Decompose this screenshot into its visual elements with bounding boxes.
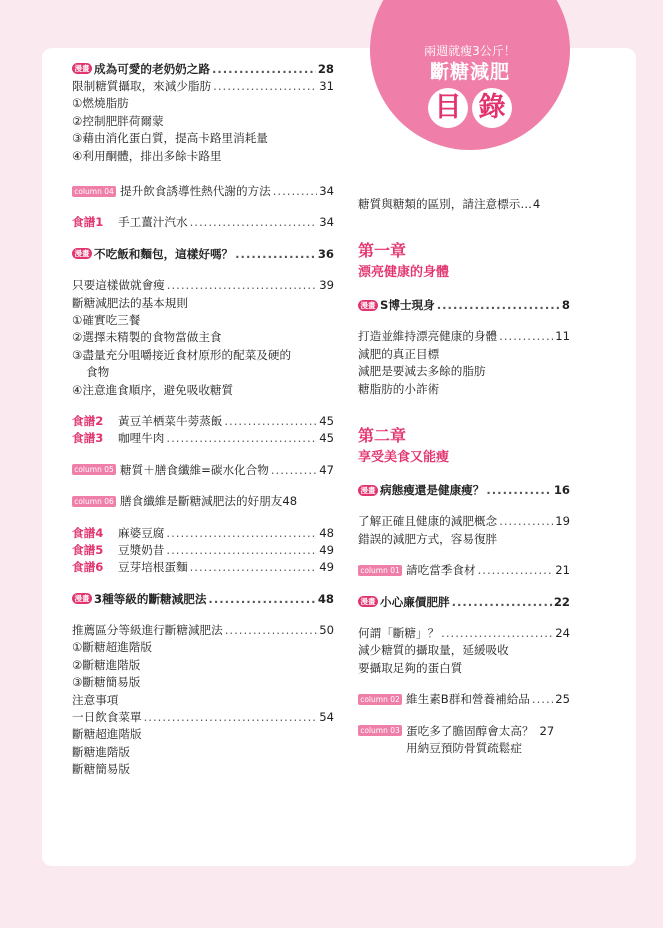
toc-subentry: 錯誤的減肥方式，容易復胖 <box>358 531 498 546</box>
toc-subentry: ①確實吃三餐 <box>72 312 141 327</box>
toc-entry[interactable] <box>358 481 570 498</box>
entry-page: 11 <box>555 329 570 344</box>
entry-title: 不吃飯和麵包，這樣好嗎？ <box>94 246 234 261</box>
toc-entry[interactable] <box>72 182 334 199</box>
toc-entry[interactable] <box>72 541 334 558</box>
recipe-tag: 食譜4 <box>72 525 104 540</box>
entry-title: S博士現身 <box>380 298 435 313</box>
manga-tag: 漫畫 <box>358 596 378 607</box>
toc-subentry: ④注意進食順序，避免吸收糖質 <box>72 382 234 397</box>
column-tag: column 05 <box>72 464 116 475</box>
entry-page: 54 <box>319 710 334 725</box>
entry-title: 糖質與糖類的區別，請注意標示 <box>358 196 521 211</box>
entry-title: 限制糖質攝取，來減少脂肪 <box>72 79 212 94</box>
manga-tag: 漫畫 <box>358 485 378 496</box>
toc-subentry: 注意事項 <box>72 692 119 707</box>
toc-entry[interactable] <box>72 524 334 541</box>
title-badge <box>370 0 570 150</box>
chapter-2-title: 享受美食又能瘦 <box>358 449 450 465</box>
toc-subentry: 斷糖簡易版 <box>72 762 130 777</box>
toc-entry[interactable] <box>72 559 334 576</box>
toc-entry[interactable] <box>358 328 570 345</box>
entry-page: 21 <box>555 563 570 578</box>
entry-page: 48 <box>319 525 334 540</box>
toc-subentry: 減肥的真正目標 <box>358 346 440 361</box>
entry-title: 手工薑汁汽水 <box>118 215 188 230</box>
entry-page: 45 <box>319 431 334 446</box>
entry-title: 糖質＋膳食纖維=碳水化合物 <box>120 462 269 477</box>
entry-title: 病態瘦還是健康瘦？ <box>380 483 485 498</box>
chapter-1-title: 漂亮健康的身體 <box>358 264 450 280</box>
column-tag: column 02 <box>358 694 402 705</box>
toc-subentry: 斷糖超進階版 <box>72 727 142 742</box>
toc-subentry: ④利用酮體，排出多餘卡路里 <box>72 148 222 163</box>
column-tag: column 03 <box>358 725 402 736</box>
entry-page: 49 <box>319 542 334 557</box>
entry-page: 48 <box>317 591 334 606</box>
toc-subentry: ③盡量充分咀嚼接近食材原形的配菜及硬的 <box>72 347 292 362</box>
toc-heading-char-2: 錄 <box>472 88 512 128</box>
entry-page: 8 <box>561 298 570 313</box>
badge-title: 斷糖減肥 <box>429 61 510 83</box>
entry-title: 只要這樣做就會瘦 <box>72 278 165 293</box>
entry-page: 36 <box>317 246 334 261</box>
recipe-tag: 食譜6 <box>72 560 104 575</box>
entry-page: 48 <box>282 494 298 509</box>
entry-title: 小心廉價肥胖 <box>380 594 450 609</box>
toc-subentry: 斷糖進階版 <box>72 744 130 759</box>
toc-subentry: ②控制肥胖荷爾蒙 <box>72 113 164 128</box>
toc-heading-char-1: 目 <box>428 88 468 128</box>
entry-title: 蛋吃多了膽固醇會太高？ <box>406 723 534 738</box>
toc-heading <box>370 88 570 128</box>
toc-entry[interactable] <box>72 412 334 429</box>
toc-subentry: ①燃燒脂肪 <box>72 96 129 111</box>
toc-entry[interactable] <box>72 245 334 262</box>
toc-subentry: 食物 <box>86 365 110 380</box>
toc-entry[interactable] <box>358 690 570 707</box>
entry-title: 打造並維持漂亮健康的身體 <box>358 329 498 344</box>
entry-title: 咖哩牛肉 <box>118 431 165 446</box>
toc-subentry: ②選擇未精製的食物當做主食 <box>72 330 222 345</box>
toc-subentry: ②斷糖進階版 <box>72 657 141 672</box>
toc-entry[interactable] <box>358 513 570 530</box>
entry-title: 豆芽培根蛋麵 <box>118 560 188 575</box>
toc-subentry: ③藉由消化蛋白質，提高卡路里消耗量 <box>72 131 268 146</box>
entry-page: 50 <box>319 623 334 638</box>
entry-title: 了解正確且健康的減肥概念 <box>358 514 498 529</box>
toc-entry[interactable] <box>72 430 334 447</box>
entry-page: 39 <box>319 278 334 293</box>
chapter-1-label: 第一章 <box>358 240 407 260</box>
toc-subentry: ③斷糖簡易版 <box>72 675 141 690</box>
entry-page: 22 <box>553 594 570 609</box>
entry-page: 34 <box>319 184 334 199</box>
entry-page: 24 <box>555 625 570 640</box>
toc-entry[interactable] <box>72 60 334 77</box>
manga-tag: 漫畫 <box>72 593 92 604</box>
entry-title: 3種等級的斷糖減肥法 <box>94 591 207 606</box>
manga-tag: 漫畫 <box>72 63 92 74</box>
entry-title: 維生素B群和營養補給品 <box>406 692 530 707</box>
entry-page: 49 <box>319 560 334 575</box>
entry-title: 黃豆羊栖菜牛蒡蒸飯 <box>118 413 223 428</box>
toc-entry[interactable] <box>358 296 570 313</box>
entry-title: 提升飲食誘導性熱代謝的方法 <box>120 184 271 199</box>
entry-title: 麻婆豆腐 <box>118 525 165 540</box>
toc-subentry: ①斷糖超進階版 <box>72 640 152 655</box>
entry-title: 豆漿奶昔 <box>118 542 165 557</box>
toc-entry[interactable] <box>72 214 334 231</box>
entry-title: 請吃當季食材 <box>406 563 476 578</box>
toc-subentry: 減少糖質的攝取量，延緩吸收 <box>358 643 509 658</box>
entry-page: 27 <box>539 723 555 738</box>
recipe-tag: 食譜5 <box>72 542 104 557</box>
manga-tag: 漫畫 <box>72 248 92 259</box>
toc-entry[interactable] <box>72 708 334 725</box>
toc-subentry: 減肥是要減去多餘的脂肪 <box>358 364 486 379</box>
toc-subentry: 斷糖減肥法的基本規則 <box>72 295 188 310</box>
toc-right-column <box>358 195 570 757</box>
chapter-2-label: 第二章 <box>358 425 407 445</box>
toc-entry[interactable] <box>358 562 570 579</box>
column-tag: column 06 <box>72 496 116 507</box>
entry-page: 19 <box>555 514 570 529</box>
toc-entry[interactable] <box>358 624 570 641</box>
toc-subentry: 要攝取足夠的蛋白質 <box>358 660 463 675</box>
recipe-tag: 食譜3 <box>72 431 104 446</box>
entry-page: 16 <box>553 483 570 498</box>
entry-title: 推薦區分等級進行斷糖減肥法 <box>72 623 223 638</box>
entry-page: 28 <box>317 61 334 76</box>
toc-entry[interactable] <box>72 621 334 638</box>
entry-page: 45 <box>319 413 334 428</box>
toc-entry[interactable] <box>358 722 570 739</box>
entry-title: 膳食纖維是斷糖減肥法的好朋友 <box>120 494 283 509</box>
manga-tag: 漫畫 <box>358 300 378 311</box>
entry-page: 47 <box>319 462 334 477</box>
toc-entry[interactable] <box>358 593 570 610</box>
toc-subentry: 糖脂肪的小詐術 <box>358 381 440 396</box>
toc-entry[interactable] <box>72 277 334 294</box>
recipe-tag: 食譜2 <box>72 413 104 428</box>
toc-entry[interactable]: 糖質與糖類的區別，請注意標示 … 4 <box>358 196 541 211</box>
entry-page: 25 <box>555 692 570 707</box>
column-tag: column 04 <box>72 186 116 197</box>
entry-page: 4 <box>532 196 541 211</box>
toc-entry[interactable] <box>72 590 334 607</box>
entry-page: 34 <box>319 215 334 230</box>
toc-entry[interactable] <box>72 492 334 509</box>
toc-left-column <box>72 60 334 778</box>
entry-title: 何謂「斷糖」？ <box>358 625 440 640</box>
column-tag: column 01 <box>358 565 402 576</box>
entry-page: 31 <box>319 79 334 94</box>
recipe-tag: 食譜1 <box>72 215 104 230</box>
toc-subentry: 用納豆預防骨質疏鬆症 <box>406 740 522 755</box>
badge-subtitle: 兩週就瘦3公斤！ <box>424 44 516 58</box>
toc-entry[interactable] <box>72 77 334 94</box>
toc-entry[interactable] <box>72 461 334 478</box>
entry-title: 成為可愛的老奶奶之路 <box>94 61 210 76</box>
entry-title: 一日飲食菜單 <box>72 710 142 725</box>
